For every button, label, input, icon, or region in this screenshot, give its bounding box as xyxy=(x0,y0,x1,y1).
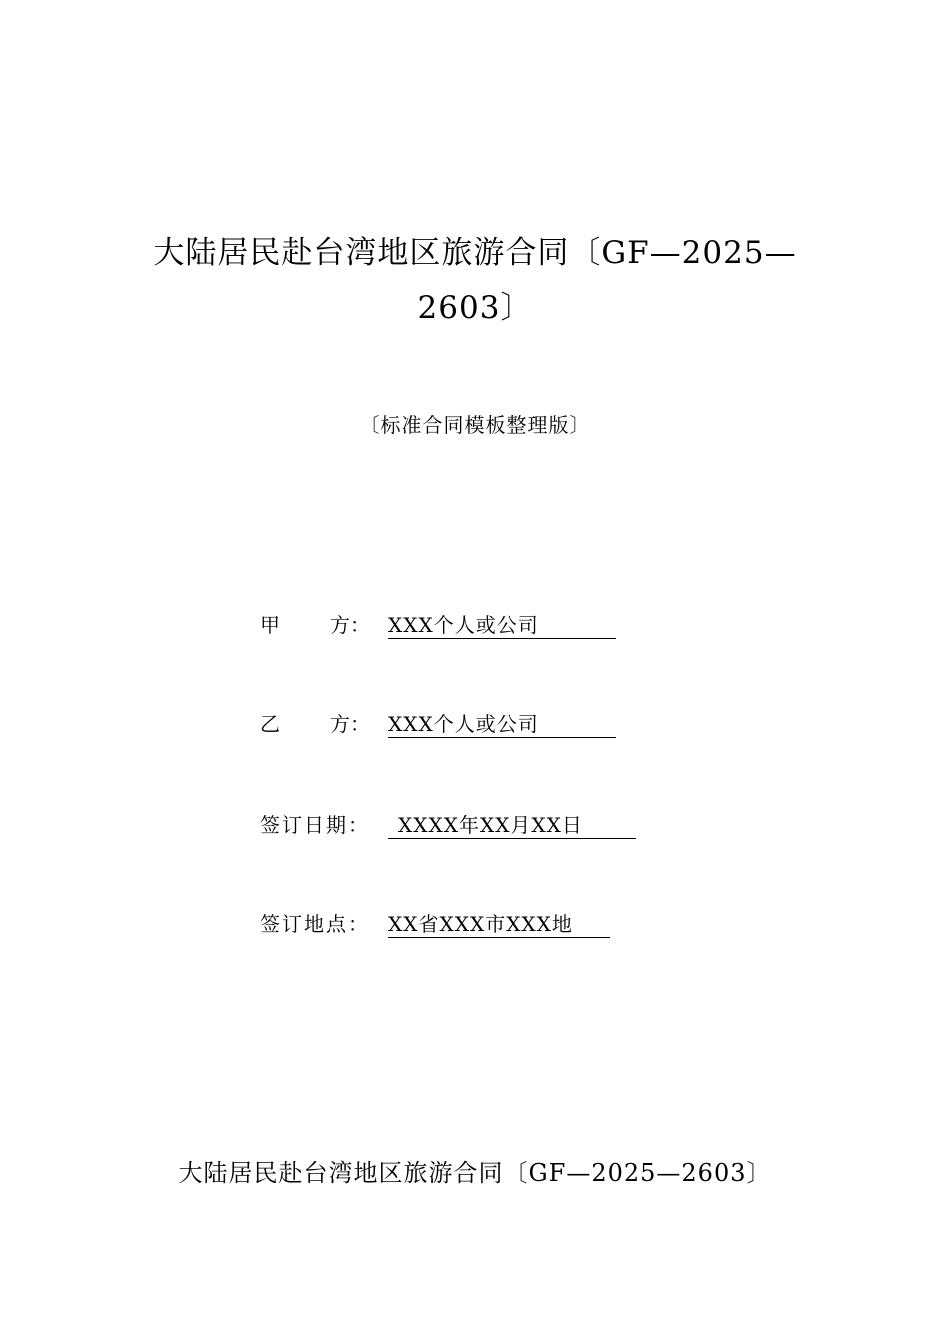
party-b-label-char: 乙 xyxy=(260,712,280,736)
party-a-field xyxy=(260,610,616,640)
title-line-2: 2603〕 xyxy=(417,290,533,326)
party-a-label-suffix: 方： xyxy=(330,613,370,637)
party-a-value: XXX个人或公司 xyxy=(388,612,616,639)
party-b-label xyxy=(260,709,370,739)
signing-place-value: XX省XXX市XXX地 xyxy=(388,911,610,938)
page-footer-title: 大陆居民赴台湾地区旅游合同〔GF—2025—2603〕 xyxy=(178,1159,772,1187)
party-a-label xyxy=(260,610,370,640)
party-b-value: XXX个人或公司 xyxy=(388,711,616,738)
party-b-label-suffix: 方： xyxy=(330,712,370,736)
document-subtitle: 〔标准合同模板整理版〕 xyxy=(359,413,591,437)
title-line-1: 大陆居民赴台湾地区旅游合同〔GF—2025— xyxy=(153,235,797,271)
signing-place-label: 签订地点： xyxy=(260,912,370,936)
signing-date-label: 签订日期： xyxy=(260,813,370,837)
party-a-label-char: 甲 xyxy=(260,613,280,637)
party-b-field xyxy=(260,709,616,739)
signing-date-value: XXXX年XX月XX日 xyxy=(388,812,636,839)
signing-place-field xyxy=(260,909,610,939)
document-title xyxy=(95,226,855,336)
signing-date-field xyxy=(260,810,636,840)
